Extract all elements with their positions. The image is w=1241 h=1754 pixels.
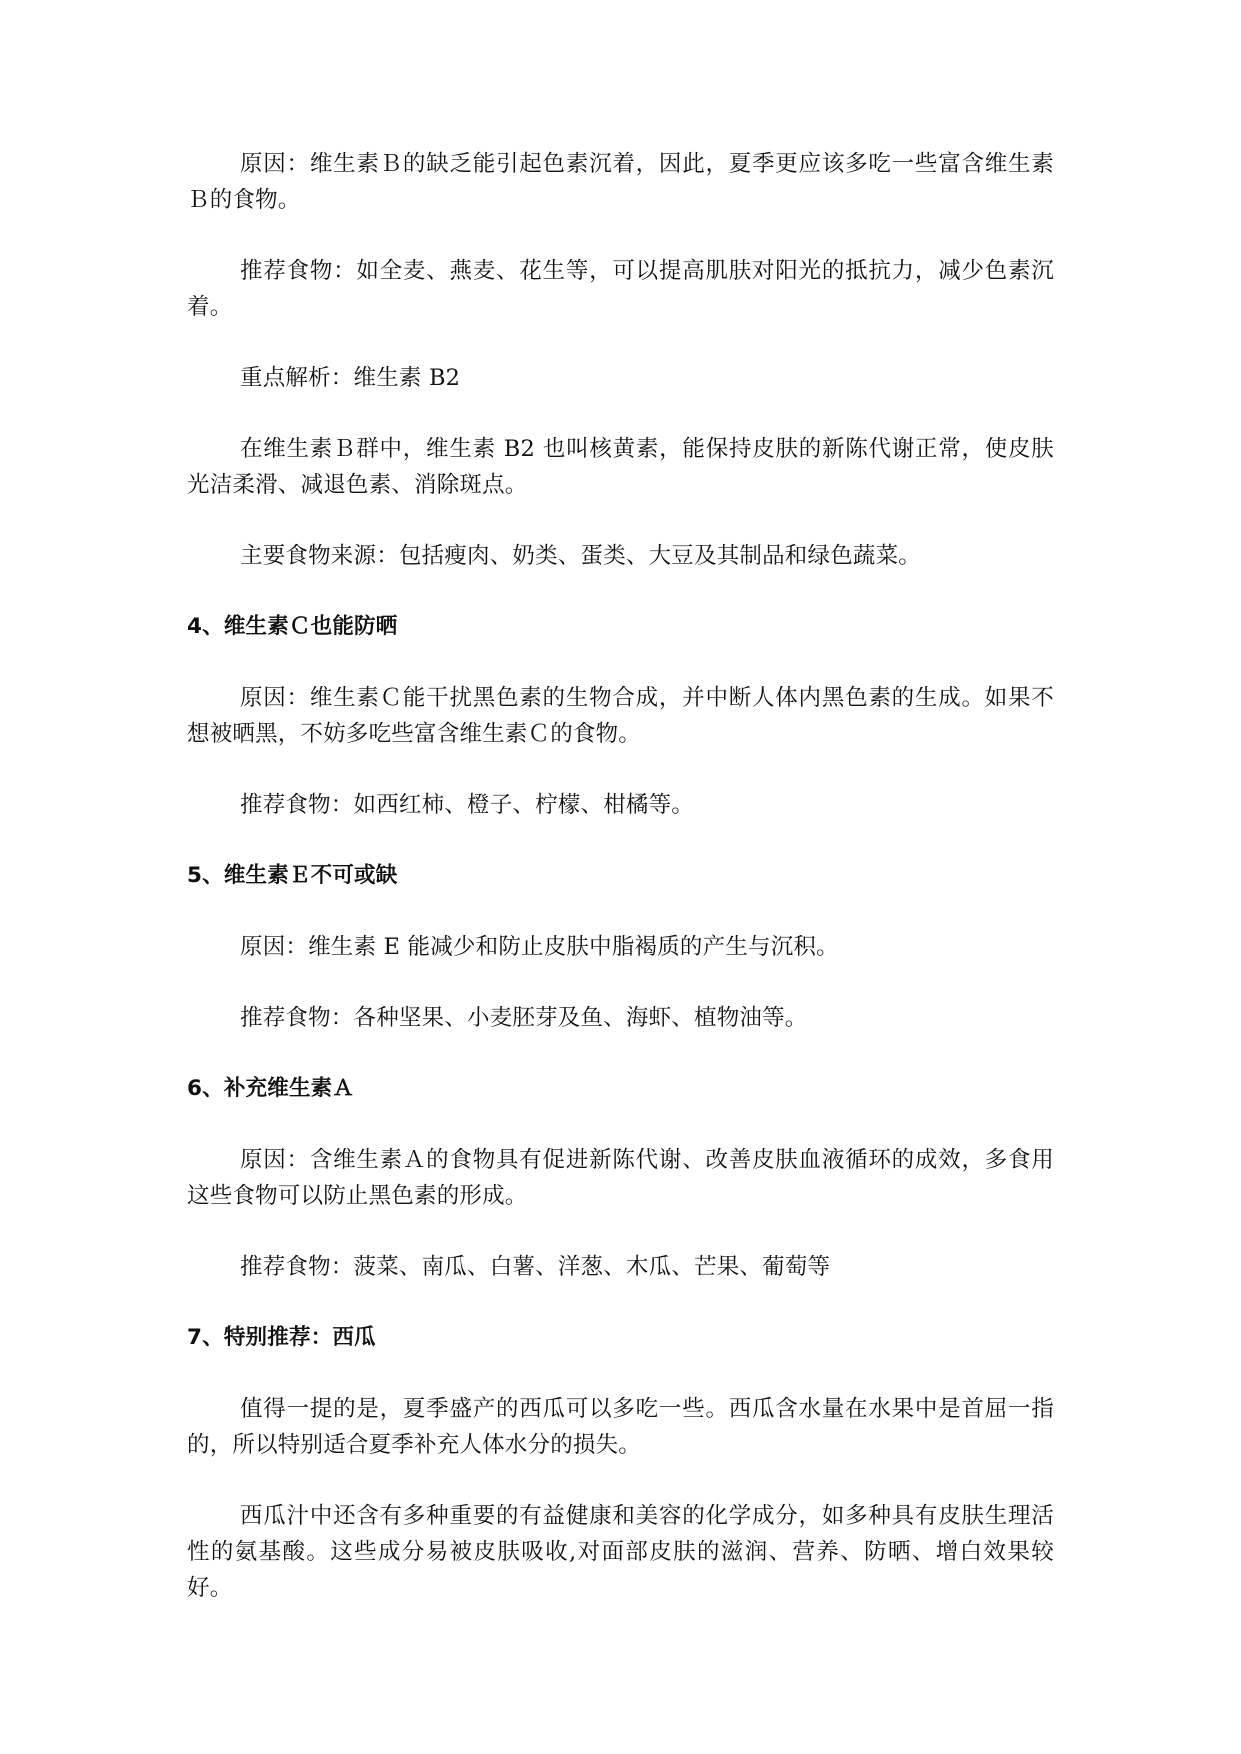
paragraph: 推荐食物：菠菜、南瓜、白薯、洋葱、木瓜、芒果、葡萄等 <box>240 1254 831 1280</box>
paragraph: 推荐食物：如全麦、燕麦、花生等，可以提高肌肤对阳光的抵抗力，减少色素沉着。 <box>187 258 1054 320</box>
paragraph: 主要食物来源：包括瘦肉、奶类、蛋类、大豆及其制品和绿色蔬菜。 <box>240 543 922 569</box>
document-page <box>187 146 1054 1641</box>
paragraph: 原因：维生素Ｂ的缺乏能引起色素沉着，因此，夏季更应该多吃一些富含维生素Ｂ的食物。 <box>187 151 1054 213</box>
paragraph: 重点解析：维生素 B2 <box>240 365 461 391</box>
section-heading: 6、补充维生素Ａ <box>187 1076 355 1101</box>
section-heading: 5、维生素Ｅ不可或缺 <box>187 863 398 888</box>
paragraph: 原因：维生素Ｃ能干扰黑色素的生物合成，并中断人体内黑色素的生成。如果不想被晒黑，不妨多吃些富含维生素Ｃ的食物。 <box>187 685 1054 747</box>
paragraph: 值得一提的是，夏季盛产的西瓜可以多吃一些。西瓜含水量在水果中是首屈一指的，所以特别适合夏季补充人体水分的损失。 <box>187 1396 1054 1458</box>
paragraph: 推荐食物：各种坚果、小麦胚芽及鱼、海虾、植物油等。 <box>240 1005 808 1031</box>
paragraph: 西瓜汁中还含有多种重要的有益健康和美容的化学成分，如多种具有皮肤生理活性的氨基酸。这些成分易被皮肤吸收,对面部皮肤的滋润、营养、防晒、增白效果较好。 <box>187 1503 1054 1601</box>
paragraph: 推荐食物：如西红柿、橙子、柠檬、柑橘等。 <box>240 792 695 818</box>
section-heading: 7、特别推荐：西瓜 <box>187 1325 376 1350</box>
paragraph: 在维生素Ｂ群中，维生素 B2 也叫核黄素，能保持皮肤的新陈代谢正常，使皮肤光洁柔滑、减退色素、消除斑点。 <box>187 436 1054 498</box>
section-heading: 4、维生素Ｃ也能防晒 <box>187 614 398 639</box>
paragraph: 原因：维生素 E 能减少和防止皮肤中脂褐质的产生与沉积。 <box>240 934 839 960</box>
paragraph: 原因：含维生素Ａ的食物具有促进新陈代谢、改善皮肤血液循环的成效，多食用这些食物可以防止黑色素的形成。 <box>187 1147 1054 1209</box>
